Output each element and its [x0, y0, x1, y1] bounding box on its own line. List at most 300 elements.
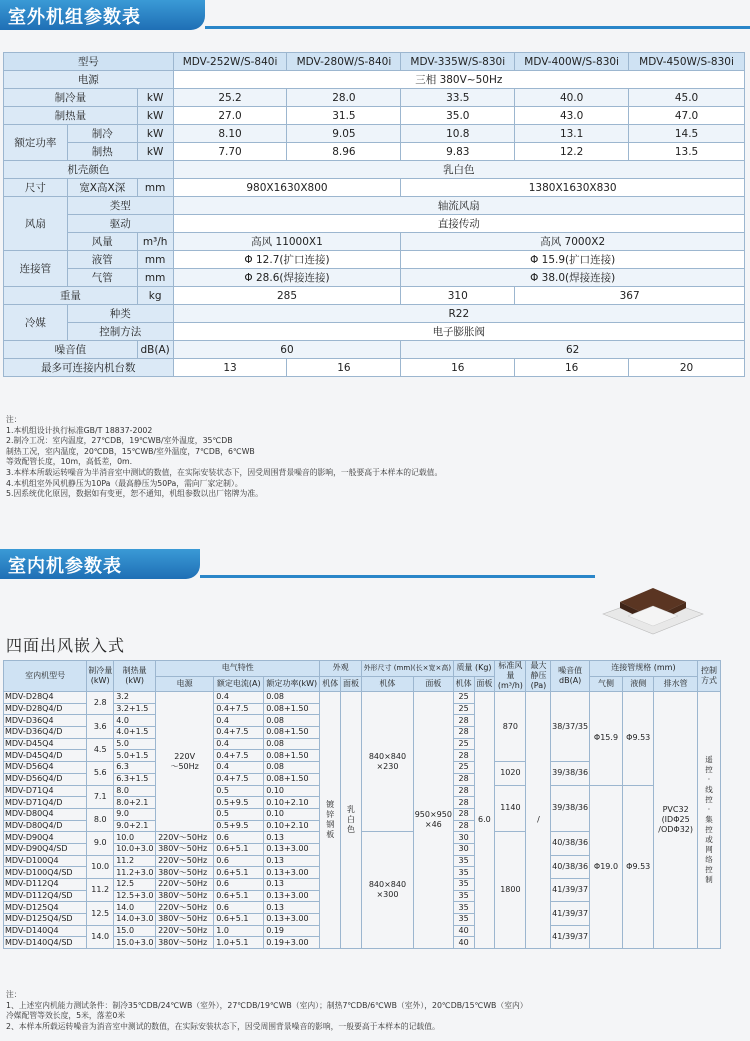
table-row [4, 251, 745, 269]
header-appearance: 外观 [320, 661, 362, 677]
rated-power-cell: 0.10 [264, 808, 320, 820]
rated-heat-value: 12.2 [515, 143, 629, 161]
header-mass: 质量 (Kg) [453, 661, 495, 677]
noise-value-b: 62 [401, 341, 745, 359]
body-mass-cell: 28 [453, 820, 474, 832]
model-cell: MDV-D140Q4 [4, 925, 87, 937]
cooling-value: 45.0 [629, 89, 745, 107]
rated-power-cell: 0.13 [264, 879, 320, 891]
power-supply-cell: 220V～50Hz [156, 925, 214, 937]
max-indoor-value: 16 [287, 359, 401, 377]
gas-pipe-cell: Φ19.0 [589, 785, 622, 949]
max-indoor-value: 16 [515, 359, 629, 377]
heating-cell: 12.5+3.0 [114, 890, 156, 902]
refrigerant-label: 冷媒 [4, 305, 68, 341]
header-body: 机体 [320, 676, 341, 692]
rated-power-label: 额定功率 [4, 125, 68, 161]
outdoor-title: 室外机组参数表 [8, 7, 141, 28]
model-3: MDV-400W/S-830i [515, 53, 629, 71]
power-supply-cell: 220V～50Hz [156, 855, 214, 867]
heating-cell: 15.0+3.0 [114, 937, 156, 949]
note-line: 1.本机组设计执行标准GB/T 18837-2002 [6, 425, 153, 435]
header-noise: 噪音值dB(A) [551, 661, 589, 692]
liquid-pipe-value-b: Φ 15.9(扩口连接) [401, 251, 745, 269]
power-supply-cell: 380V～50Hz [156, 914, 214, 926]
power-supply-cell: 220V～50Hz [156, 832, 214, 844]
fan-drive-value: 直接传动 [173, 215, 744, 233]
rated-cool-value: 13.1 [515, 125, 629, 143]
gas-pipe-unit: mm [137, 269, 173, 287]
current-cell: 0.4+7.5 [214, 703, 264, 715]
refrigerant-control-label: 控制方法 [67, 323, 173, 341]
current-cell: 0.4 [214, 762, 264, 774]
current-cell: 0.6+5.1 [214, 867, 264, 879]
current-cell: 0.5 [214, 785, 264, 797]
power-supply-cell: 380V～50Hz [156, 890, 214, 902]
rated-power-cell: 0.13 [264, 902, 320, 914]
airflow-cell: 1020 [495, 762, 526, 785]
gas-pipe-value-a: Φ 28.6(焊接连接) [173, 269, 401, 287]
heating-cell: 15.0 [114, 925, 156, 937]
size-value-a: 980X1630X800 [173, 179, 401, 197]
model-cell: MDV-D100Q4 [4, 855, 87, 867]
pipe-label: 连接管 [4, 251, 68, 287]
rated-heat-value: 9.83 [401, 143, 515, 161]
table-row [4, 269, 745, 287]
model-cell: MDV-D90Q4/SD [4, 843, 87, 855]
size-label: 尺寸 [4, 179, 68, 197]
casing-color-value: 乳白色 [173, 161, 744, 179]
note-line: 4.本机组室外风机静压为10Pa（最高静压为50Pa，需向厂家定制）。 [6, 478, 243, 488]
refrigerant-kind-label: 种类 [67, 305, 173, 323]
indoor-title: 室内机参数表 [8, 556, 122, 577]
header-rated-power: 额定功率(kW) [264, 676, 320, 692]
header-static: 最大静压(Pa) [526, 661, 551, 692]
header-panel: 面板 [341, 676, 362, 692]
table-row [4, 89, 745, 107]
heating-cell: 5.0 [114, 738, 156, 750]
note-line: 1、上述室内机能力测试条件：制冷35℃DB/24℃WB（室外），27℃DB/19℃WB（室内）；制热7℃DB/6℃WB（室外），20℃DB/15℃WB（室内） [6, 1000, 528, 1010]
heating-cell: 9.0+2.1 [114, 820, 156, 832]
outdoor-notes [6, 415, 442, 500]
rated-power-cell: 0.13+3.00 [264, 867, 320, 879]
heating-value: 27.0 [173, 107, 287, 125]
body-mass-cell: 28 [453, 797, 474, 809]
cooling-cell: 12.5 [87, 902, 114, 925]
rated-power-cell: 0.19 [264, 925, 320, 937]
heating-cell: 8.0 [114, 785, 156, 797]
rated-power-cell: 0.19+3.00 [264, 937, 320, 949]
note-line: 冷媒配管等效长度，5米，落差0米 [6, 1011, 126, 1021]
heating-cell: 6.3 [114, 762, 156, 774]
power-supply-cell: 220V～50Hz [156, 879, 214, 891]
current-cell: 0.4+7.5 [214, 727, 264, 739]
body-mass-cell: 25 [453, 703, 474, 715]
cooling-cell: 10.0 [87, 855, 114, 878]
liquid-pipe-label: 液管 [67, 251, 137, 269]
noise-value-a: 60 [173, 341, 401, 359]
body-mass-cell: 25 [453, 762, 474, 774]
current-cell: 0.5+9.5 [214, 797, 264, 809]
model-1: MDV-280W/S-840i [287, 53, 401, 71]
current-cell: 0.6 [214, 879, 264, 891]
heating-cell: 14.0+3.0 [114, 914, 156, 926]
noise-cell: 40/38/36 [551, 855, 589, 878]
header-power: 电源 [156, 676, 214, 692]
header-cooling: 制冷量(kW) [87, 661, 114, 692]
heating-value: 47.0 [629, 107, 745, 125]
heating-label: 制热量 [4, 107, 138, 125]
max-indoor-value: 13 [173, 359, 287, 377]
note-line: 等效配管长度，10m，高低差，0m. [6, 457, 133, 467]
body-mass-cell: 35 [453, 879, 474, 891]
liquid-pipe-cell: Φ9.53 [623, 692, 654, 786]
header-dims-body: 机体 [361, 676, 413, 692]
note-line: 3.本样本所载运转噪音为半消音室中测试的数值，在实际安装状态下，因受周围背景噪音的影响，一般要高于本样本的记载值。 [6, 467, 443, 477]
model-cell: MDV-D45Q4/D [4, 750, 87, 762]
refrigerant-control-value: 电子膨胀阀 [173, 323, 744, 341]
body-mass-cell: 35 [453, 867, 474, 879]
cooling-cell: 7.1 [87, 785, 114, 808]
table-row [4, 197, 745, 215]
rated-power-cell: 0.08+1.50 [264, 703, 320, 715]
control-cell: 遥 控 · 线 控 · 集 控 或 网 络 控 制 [697, 692, 720, 949]
body-mass-cell: 35 [453, 890, 474, 902]
note-line: 制热工况，室内温度，20℃DB，15℃WB/室外温度，7℃DB，6℃WB [6, 446, 255, 456]
rated-cool-value: 9.05 [287, 125, 401, 143]
airflow-unit: m³/h [137, 233, 173, 251]
header-electric: 电气特性 [156, 661, 320, 677]
note-line: 注： [6, 990, 22, 999]
current-cell: 0.6 [214, 855, 264, 867]
cooling-value: 28.0 [287, 89, 401, 107]
current-cell: 0.4+7.5 [214, 750, 264, 762]
rated-power-cell: 0.10 [264, 785, 320, 797]
cooling-cell: 14.0 [87, 925, 114, 948]
outdoor-spec-table [3, 52, 745, 377]
heating-cell: 6.3+1.5 [114, 773, 156, 785]
cooling-cell: 3.6 [87, 715, 114, 738]
outdoor-banner [0, 0, 750, 30]
rated-power-cell: 0.13 [264, 855, 320, 867]
model-cell: MDV-D112Q4 [4, 879, 87, 891]
header-control: 控制方式 [697, 661, 720, 692]
liquid-pipe-unit: mm [137, 251, 173, 269]
airflow-cell: 870 [495, 692, 526, 762]
model-cell: MDV-D28Q4/D [4, 703, 87, 715]
rated-cool-value: 10.8 [401, 125, 515, 143]
model-cell: MDV-D28Q4 [4, 692, 87, 704]
refrigerant-kind-value: R22 [173, 305, 744, 323]
rated-power-cell: 0.10+2.10 [264, 820, 320, 832]
body-mass-cell: 30 [453, 832, 474, 844]
noise-cell: 39/38/36 [551, 762, 589, 785]
max-indoor-value: 16 [401, 359, 515, 377]
weight-value-c: 367 [515, 287, 745, 305]
drain-pipe-cell: PVC32 (IDΦ25 /ODΦ32) [654, 692, 698, 949]
header-mass-panel: 面板 [474, 676, 495, 692]
indoor-banner-rule [200, 575, 595, 578]
outdoor-banner-rule [205, 26, 750, 29]
table-row [4, 692, 721, 704]
heating-cell: 4.0+1.5 [114, 727, 156, 739]
model-cell: MDV-D36Q4/D [4, 727, 87, 739]
heating-cell: 11.2 [114, 855, 156, 867]
rated-power-cell: 0.08+1.50 [264, 727, 320, 739]
table-row [4, 341, 745, 359]
cooling-cell: 4.5 [87, 738, 114, 761]
model-cell: MDV-D100Q4/SD [4, 867, 87, 879]
heating-value: 43.0 [515, 107, 629, 125]
current-cell: 0.6+5.1 [214, 843, 264, 855]
model-cell: MDV-D80Q4/D [4, 820, 87, 832]
rated-heat-value: 13.5 [629, 143, 745, 161]
body-mass-cell: 40 [453, 937, 474, 949]
body-mass-cell: 35 [453, 855, 474, 867]
table-row [4, 305, 745, 323]
airflow-label: 风量 [67, 233, 137, 251]
airflow-value-b: 高风 7000X2 [401, 233, 745, 251]
heating-cell: 3.2+1.5 [114, 703, 156, 715]
rated-heat-value: 7.70 [173, 143, 287, 161]
model-cell: MDV-D56Q4/D [4, 773, 87, 785]
noise-cell: 41/39/37 [551, 879, 589, 902]
model-cell: MDV-D56Q4 [4, 762, 87, 774]
table-row [4, 125, 745, 143]
indoor-notes [6, 990, 528, 1032]
body-mass-cell: 28 [453, 727, 474, 739]
body-mass-cell: 25 [453, 692, 474, 704]
body-mass-cell: 28 [453, 808, 474, 820]
cooling-cell: 9.0 [87, 832, 114, 855]
current-cell: 0.4+7.5 [214, 773, 264, 785]
weight-value-b: 310 [401, 287, 515, 305]
current-cell: 0.6 [214, 902, 264, 914]
current-cell: 0.6 [214, 832, 264, 844]
rated-heat-unit: kW [137, 143, 173, 161]
table-row [4, 359, 745, 377]
rated-cool-value: 8.10 [173, 125, 287, 143]
model-cell: MDV-D45Q4 [4, 738, 87, 750]
rated-power-cell: 0.08 [264, 692, 320, 704]
weight-label: 重量 [4, 287, 138, 305]
max-indoor-label: 最多可连接内机台数 [4, 359, 174, 377]
rated-cool-label: 制冷 [67, 125, 137, 143]
rated-power-cell: 0.08 [264, 715, 320, 727]
fan-type-value: 轴流风扇 [173, 197, 744, 215]
note-line: 注： [6, 415, 22, 424]
size-value-b: 1380X1630X830 [401, 179, 745, 197]
fan-type-label: 类型 [67, 197, 173, 215]
table-row [4, 215, 745, 233]
note-line: 2.制冷工况：室内温度，27℃DB，19℃WB/室外温度，35℃DB [6, 436, 233, 446]
rated-power-cell: 0.08+1.50 [264, 773, 320, 785]
dims-body-cell: 840×840 ×300 [361, 832, 413, 949]
size-unit: mm [137, 179, 173, 197]
cooling-label: 制冷量 [4, 89, 138, 107]
cooling-cell: 11.2 [87, 879, 114, 902]
rated-power-cell: 0.10+2.10 [264, 797, 320, 809]
table-row [4, 161, 745, 179]
dims-panel-cell: 950×950 ×46 [413, 692, 453, 949]
table-row [4, 53, 745, 71]
body-mass-cell: 35 [453, 914, 474, 926]
cooling-value: 40.0 [515, 89, 629, 107]
cooling-cell: 8.0 [87, 808, 114, 831]
heating-cell: 10.0+3.0 [114, 843, 156, 855]
heating-cell: 3.2 [114, 692, 156, 704]
header-dims: 外形尺寸 (mm)(长×宽×高) [361, 661, 453, 677]
heating-cell: 8.0+2.1 [114, 797, 156, 809]
heating-cell: 12.5 [114, 879, 156, 891]
header-heating: 制热量(kW) [114, 661, 156, 692]
rated-cool-value: 14.5 [629, 125, 745, 143]
header-drain: 排水管 [654, 676, 698, 692]
weight-value-a: 285 [173, 287, 401, 305]
panel-color-cell: 乳 白 色 [341, 692, 362, 949]
rated-power-cell: 0.13+3.00 [264, 843, 320, 855]
indoor-banner [0, 549, 750, 579]
power-supply-value: 三相 380V~50Hz [173, 71, 744, 89]
cooling-unit: kW [137, 89, 173, 107]
heating-cell: 9.0 [114, 808, 156, 820]
header-mass-body: 机体 [453, 676, 474, 692]
rated-heat-value: 8.96 [287, 143, 401, 161]
note-line: 2、本样本所载运转噪音为消音室中测试的数值，在实际安装状态下，因受周围背景噪音的影响，一般要高于本样本的记载值。 [6, 1021, 440, 1031]
gas-pipe-value-b: Φ 38.0(焊接连接) [401, 269, 745, 287]
header-airflow: 标准风量(m³/h) [495, 661, 526, 692]
fan-drive-label: 驱动 [67, 215, 173, 233]
model-label: 型号 [4, 53, 174, 71]
rated-power-cell: 0.08+1.50 [264, 750, 320, 762]
rated-power-cell: 0.13+3.00 [264, 914, 320, 926]
current-cell: 1.0+5.1 [214, 937, 264, 949]
current-cell: 0.5 [214, 808, 264, 820]
indoor-spec-table [3, 660, 721, 949]
body-mass-cell: 40 [453, 925, 474, 937]
model-2: MDV-335W/S-830i [401, 53, 515, 71]
current-cell: 0.6+5.1 [214, 914, 264, 926]
power-supply-cell: 380V～50Hz [156, 867, 214, 879]
model-0: MDV-252W/S-840i [173, 53, 287, 71]
liquid-pipe-cell: Φ9.53 [623, 785, 654, 949]
airflow-cell: 1800 [495, 832, 526, 949]
header-dims-panel: 面板 [413, 676, 453, 692]
power-supply-cell: 220V ～50Hz [156, 692, 214, 832]
weight-unit: kg [137, 287, 173, 305]
note-line: 5.因系统优化原因，数据如有变更，恕不通知，机组参数以出厂铭牌为准。 [6, 489, 263, 499]
body-mass-cell: 28 [453, 750, 474, 762]
table-row [4, 143, 745, 161]
gas-pipe-label: 气管 [67, 269, 137, 287]
power-supply-cell: 380V～50Hz [156, 843, 214, 855]
static-pressure-cell: / [526, 692, 551, 949]
model-cell: MDV-D125Q4/SD [4, 914, 87, 926]
rated-cool-unit: kW [137, 125, 173, 143]
heating-value: 31.5 [287, 107, 401, 125]
current-cell: 1.0 [214, 925, 264, 937]
rated-power-cell: 0.13+3.00 [264, 890, 320, 902]
model-cell: MDV-D36Q4 [4, 715, 87, 727]
size-sub: 宽X高X深 [67, 179, 137, 197]
body-finish-cell: 镀 锌 钢 板 [320, 692, 341, 949]
dims-body-cell: 840×840 ×230 [361, 692, 413, 832]
model-4: MDV-450W/S-830i [629, 53, 745, 71]
table-row [4, 233, 745, 251]
max-indoor-value: 20 [629, 359, 745, 377]
indoor-table-body [4, 692, 721, 949]
body-mass-cell: 28 [453, 785, 474, 797]
airflow-value-a: 高风 11000X1 [173, 233, 401, 251]
current-cell: 0.4 [214, 715, 264, 727]
panel-mass-cell: 6.0 [474, 692, 495, 949]
header-model: 室内机型号 [4, 661, 87, 692]
heating-cell: 11.2+3.0 [114, 867, 156, 879]
model-cell: MDV-D140Q4/SD [4, 937, 87, 949]
header-liquid: 液侧 [623, 676, 654, 692]
model-cell: MDV-D80Q4 [4, 808, 87, 820]
body-mass-cell: 35 [453, 902, 474, 914]
table-row [4, 107, 745, 125]
gas-pipe-cell: Φ15.9 [589, 692, 622, 786]
body-mass-cell: 28 [453, 715, 474, 727]
heating-cell: 14.0 [114, 902, 156, 914]
model-cell: MDV-D112Q4/SD [4, 890, 87, 902]
heating-value: 35.0 [401, 107, 515, 125]
header-pipes: 连接管规格 (mm) [589, 661, 697, 677]
rated-power-cell: 0.08 [264, 738, 320, 750]
cooling-value: 33.5 [401, 89, 515, 107]
current-cell: 0.4 [214, 738, 264, 750]
table-row [4, 71, 745, 89]
cooling-cell: 2.8 [87, 692, 114, 715]
power-supply-cell: 380V～50Hz [156, 937, 214, 949]
noise-cell: 41/39/37 [551, 902, 589, 925]
cooling-cell: 5.6 [87, 762, 114, 785]
liquid-pipe-value-a: Φ 12.7(扩口连接) [173, 251, 401, 269]
airflow-cell: 1140 [495, 785, 526, 832]
noise-cell: 40/38/36 [551, 832, 589, 855]
noise-cell: 38/37/35 [551, 692, 589, 762]
casing-color-label: 机壳颜色 [4, 161, 174, 179]
current-cell: 0.5+9.5 [214, 820, 264, 832]
rated-power-cell: 0.08 [264, 762, 320, 774]
model-cell: MDV-D90Q4 [4, 832, 87, 844]
power-supply-cell: 220V～50Hz [156, 902, 214, 914]
current-cell: 0.4 [214, 692, 264, 704]
heating-unit: kW [137, 107, 173, 125]
power-supply-label: 电源 [4, 71, 174, 89]
model-cell: MDV-D71Q4/D [4, 797, 87, 809]
model-cell: MDV-D71Q4 [4, 785, 87, 797]
noise-unit: dB(A) [137, 341, 173, 359]
noise-cell: 39/38/36 [551, 785, 589, 832]
indoor-subtitle: 四面出风嵌入式 [6, 636, 126, 655]
table-row [4, 287, 745, 305]
cassette-unit-image [598, 578, 708, 640]
noise-label: 噪音值 [4, 341, 138, 359]
heating-cell: 5.0+1.5 [114, 750, 156, 762]
body-mass-cell: 30 [453, 843, 474, 855]
table-header-row [4, 661, 721, 677]
header-gas: 气侧 [589, 676, 622, 692]
current-cell: 0.6+5.1 [214, 890, 264, 902]
body-mass-cell: 28 [453, 773, 474, 785]
heating-cell: 10.0 [114, 832, 156, 844]
fan-label: 风扇 [4, 197, 68, 251]
header-current: 额定电流(A) [214, 676, 264, 692]
heating-cell: 4.0 [114, 715, 156, 727]
